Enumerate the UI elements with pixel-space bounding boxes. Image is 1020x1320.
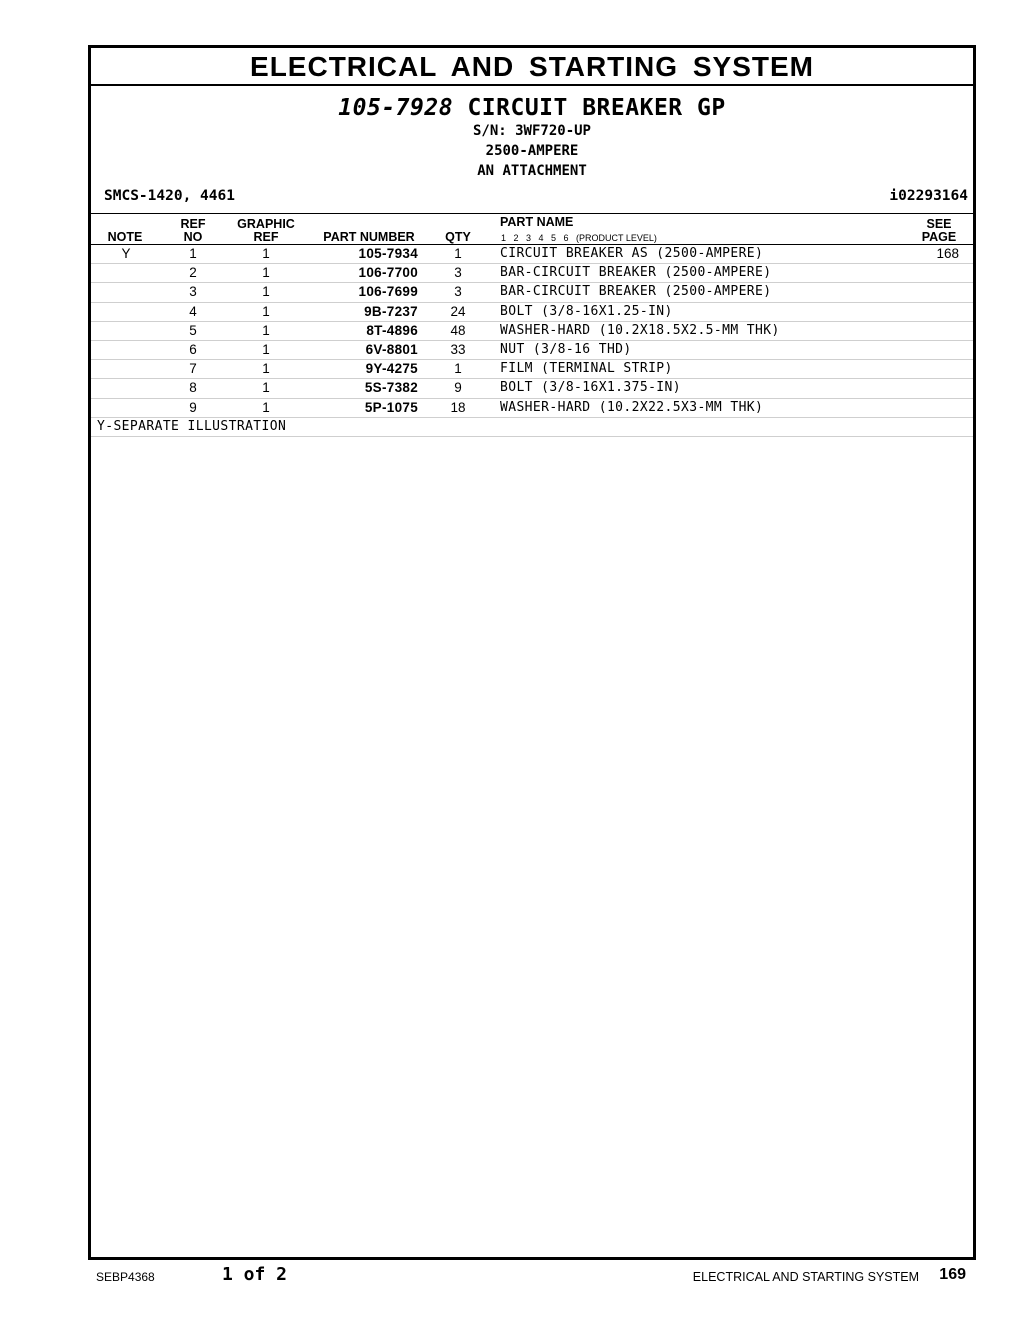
part-number-cell: 105-7934 [358,246,418,261]
ref-cell: 3 [189,284,197,300]
qty-cell: 3 [454,265,462,281]
graphic-ref-cell: 1 [262,399,270,415]
page-footer [0,1264,1020,1288]
parts-page-frame [88,45,976,1260]
group-name: CIRCUIT BREAKER GP [467,95,726,121]
part-number-cell: 6V-8801 [365,341,418,357]
col-ref-header-top: REF [180,217,206,231]
ref-cell: 5 [189,322,197,338]
qty-cell: 33 [450,341,466,357]
group-serial: S/N: 3WF720-UP [472,123,591,139]
col-graphic-header-bottom: REF [253,230,279,244]
col-part-number-header: PART NUMBER [323,230,415,244]
product-level-header: 1 2 3 4 5 6 (PRODUCT LEVEL) [501,233,657,243]
ref-cell: 9 [189,399,197,415]
page-number: 169 [939,1266,966,1283]
footnote: Y-SEPARATE ILLUSTRATION [91,418,973,437]
table-row [91,245,973,264]
graphic-ref-cell: 1 [262,322,270,338]
graphic-ref-cell: 1 [262,246,270,261]
group-rating: 2500-AMPERE [485,143,579,159]
parts-table-body [91,245,973,437]
ref-cell: 7 [189,361,197,377]
group-type: AN ATTACHMENT [477,163,587,179]
group-title [91,95,973,121]
col-qty-header: QTY [445,230,471,244]
graphic-ref-cell: 1 [262,284,270,300]
part-name-cell: BAR-CIRCUIT BREAKER (2500-AMPERE) [500,265,772,281]
part-name-cell: BAR-CIRCUIT BREAKER (2500-AMPERE) [500,284,772,300]
table-row [91,360,973,379]
qty-cell: 1 [454,361,462,377]
part-number-cell: 106-7700 [358,265,418,281]
qty-cell: 9 [454,380,462,396]
part-number-cell: 5S-7382 [364,380,418,396]
col-note-header: NOTE [107,230,143,244]
part-number-cell: 5P-1075 [364,399,418,415]
ref-cell: 8 [189,380,197,396]
ref-cell: 4 [189,303,197,319]
ref-cell: 1 [189,246,197,261]
part-number-cell: 9B-7237 [364,303,418,319]
qty-cell: 3 [454,284,462,300]
col-ref-header-bottom: NO [183,230,203,244]
table-row [91,283,973,302]
part-name-cell: BOLT (3/8-16X1.375-IN) [500,380,681,396]
graphic-ref-cell: 1 [262,341,270,357]
ref-cell: 2 [189,265,197,281]
graphic-ref-cell: 1 [262,265,270,281]
qty-cell: 18 [450,399,466,415]
group-part-number: 105-7928 [338,95,454,121]
table-row [91,264,973,283]
part-name-cell: NUT (3/8-16 THD) [500,341,632,357]
footer-section-title: ELECTRICAL AND STARTING SYSTEM [692,1270,919,1284]
ref-cell: 6 [189,341,197,357]
table-header [91,214,973,244]
col-graphic-header-top: GRAPHIC [237,217,295,231]
sheet-indicator: 1 of 2 [222,1264,288,1285]
col-see-header-bottom: PAGE [921,230,957,244]
table-row [91,322,973,341]
smcs-code: SMCS-1420, 4461 [104,188,235,204]
qty-cell: 24 [450,303,466,319]
graphic-ref-cell: 1 [262,361,270,377]
qty-cell: 48 [450,322,466,338]
col-see-header-top: SEE [926,217,952,231]
table-row [91,303,973,322]
part-name-cell: FILM (TERMINAL STRIP) [500,361,673,377]
part-name-cell: WASHER-HARD (10.2X18.5X2.5-MM THK) [500,322,780,338]
part-number-cell: 106-7699 [358,284,418,300]
publication-number: SEBP4368 [96,1270,155,1284]
section-title: ELECTRICAL AND STARTING SYSTEM [91,48,973,86]
graphic-ref-cell: 1 [262,380,270,396]
col-part-name-header: PART NAME [500,215,574,229]
group-header [91,86,973,181]
part-number-cell: 9Y-4275 [365,361,418,377]
qty-cell: 1 [454,246,462,261]
table-row [91,341,973,360]
graphic-ref-cell: 1 [262,303,270,319]
note-cell: Y [121,246,131,261]
table-row [91,399,973,418]
part-name-cell: WASHER-HARD (10.2X22.5X3-MM THK) [500,399,764,415]
see-page-cell: 168 [936,246,959,261]
illustration-id: i02293164 [889,188,968,204]
part-name-cell: BOLT (3/8-16X1.25-IN) [500,303,673,319]
table-row [91,379,973,398]
part-name-cell: CIRCUIT BREAKER AS (2500-AMPERE) [500,246,764,261]
part-number-cell: 8T-4896 [366,322,418,338]
